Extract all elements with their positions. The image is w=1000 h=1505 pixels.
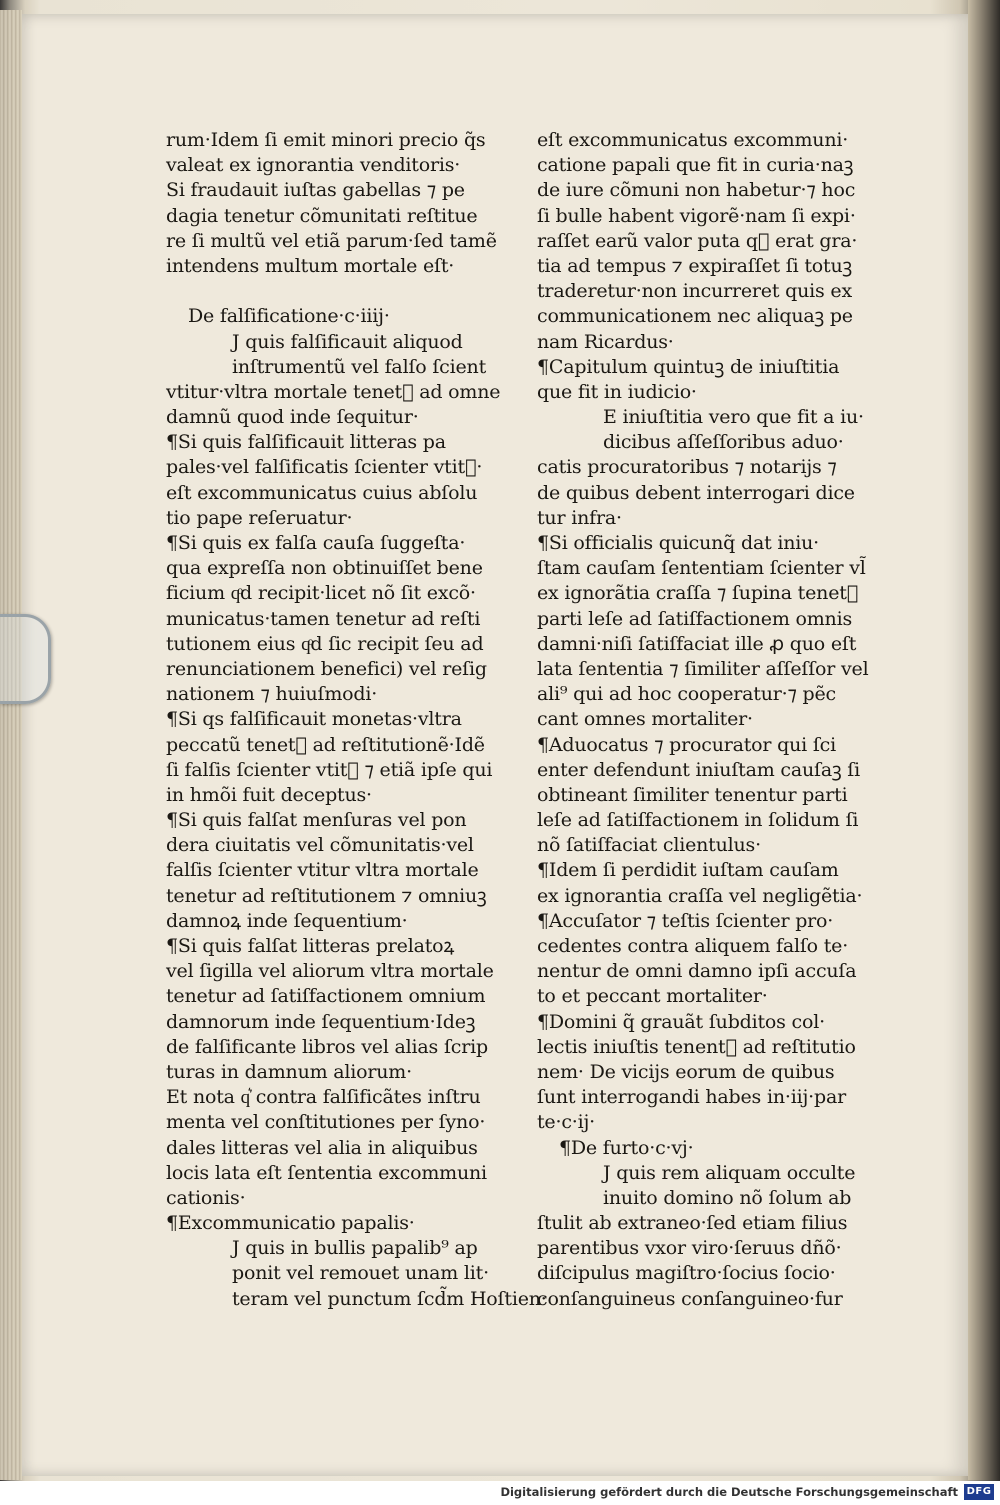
text-line: J quis falſificauit aliquod: [232, 330, 463, 353]
text-line: J quis rem aliquam occulte: [603, 1161, 856, 1184]
text-line: ſi bulle habent vigorẽ·nam ſi expi·: [537, 204, 856, 227]
book-page-edges: [0, 10, 22, 1480]
text-line: eſt excommunicatus cuius abſolu: [166, 481, 478, 504]
text-line: re ſi multũ vel etiã parum·ſed tamẽ: [166, 229, 497, 252]
text-line: damnũ quod inde ſequitur·: [166, 406, 419, 429]
text-line: de quibus debent interrogari dice: [537, 481, 855, 504]
left-text-column: [166, 128, 547, 1312]
text-line: inuito domino nõ ſolum ab: [603, 1186, 852, 1209]
text-line: ex ignorantia craſſa vel negligẽtia·: [537, 884, 863, 907]
text-line: ſtam cauſam ſententiam ſcienter vl̃: [537, 557, 866, 580]
text-line: ¶Si quis falſat litteras prelatoꝝ: [166, 935, 455, 957]
text-line: ¶Idem ſi perdidit iuſtam cauſam: [537, 859, 839, 882]
text-line: conſanguineus conſanguineo·fur: [537, 1287, 843, 1310]
text-line: traderetur·non incurreret quis ex: [537, 280, 852, 303]
text-line: ¶Si quis falſat menſuras vel pon: [166, 809, 467, 832]
text-line: lectis iniuſtis tenent᷑ ad reſtitutio: [537, 1035, 856, 1058]
text-line: municatus·tamen tenetur ad reſti: [166, 607, 481, 630]
text-line: tur infra·: [537, 506, 622, 529]
text-line: communicationem nec aliquaꝫ pe: [537, 305, 853, 328]
text-line: ex ignorãtia craſſa ⁊ ſupina tenet᷑: [537, 582, 859, 605]
text-line: ¶Si quis ex falſa cauſa ſuggeſta·: [166, 532, 466, 554]
text-line: ¶Excommunicatio papalis·: [166, 1212, 415, 1235]
text-line: lata ſententia ⁊ ſimiliter aſſeſſor vel: [537, 657, 869, 680]
text-line: raſſet earũ valor puta q᷑ erat gra·: [537, 229, 858, 252]
text-line: dera ciuitatis vel cõmunitatis·vel: [166, 834, 474, 857]
book-gutter-shadow: [968, 0, 1000, 1480]
text-line: ¶Aduocatus ⁊ procurator qui ſci: [537, 733, 836, 756]
text-line: cationis·: [166, 1186, 246, 1209]
text-line: obtineant ſimiliter tenentur parti: [537, 783, 848, 806]
text-line: locis lata eſt ſententia excommuni: [166, 1161, 487, 1184]
footer-bar: [0, 1481, 1000, 1505]
text-line: turas in damnum aliorum·: [166, 1060, 412, 1083]
text-line: menta vel conſtitutiones per ſyno·: [166, 1111, 486, 1134]
funding-credit: Digitalisierung gefördert durch die Deutsche Forschungsgemeinschaft: [500, 1485, 958, 1499]
text-line: nem· De vicijs eorum de quibus: [537, 1060, 835, 1083]
text-line: teram vel punctum ſcd̃m Hoſtien·: [232, 1287, 547, 1310]
text-line: eſt excommunicatus excommuni·: [537, 129, 849, 151]
text-line: dagia tenetur cõmunitati reſtitue: [166, 204, 478, 227]
text-line: E iniuſtitia vero que fit a iu·: [603, 406, 864, 429]
text-line: in hmõi fuit deceptus·: [166, 783, 372, 806]
text-line: damnoꝝ inde ſequentium·: [166, 909, 408, 932]
text-line: pales·vel falſificatis ſcienter vtit᷑·: [166, 456, 483, 479]
text-line: Si fraudauit iuſtas gabellas ⁊ pe: [166, 179, 465, 202]
text-line: ¶Capitulum quintuꝫ de iniuſtitia: [537, 355, 840, 378]
right-text-column: [537, 128, 867, 1312]
text-line: catione papali que fit in curia·naꝫ: [537, 154, 854, 177]
text-line: nationem ⁊ huiuſmodi·: [166, 683, 378, 706]
text-line: ¶Accuſator ⁊ teſtis ſcienter pro·: [537, 909, 834, 932]
text-line: damnorum inde ſequentium·Ideꝫ: [166, 1010, 476, 1033]
text-line: ¶Si quis falſificauit litteras pa: [166, 431, 446, 454]
text-line: ¶Domini q̃ grauãt ſubditos col·: [537, 1010, 825, 1033]
text-line: parti leſe ad ſatiſfactionem omnis: [537, 607, 853, 630]
text-line: inſtrumentũ vel falſo ſcient: [232, 355, 487, 378]
text-line: dales litteras vel alia in aliquibus: [166, 1136, 478, 1159]
text-line: parentibus vxor viro·ſeruus dñõ·: [537, 1237, 842, 1260]
text-line: ponit vel remouet unam lit·: [232, 1262, 489, 1285]
text-line: nõ ſatiſfaciat clientulus·: [537, 834, 761, 857]
text-line: tenetur ad ſatiſfactionem omnium: [166, 985, 486, 1008]
text-line: vel ſigilla vel aliorum vltra mortale: [166, 960, 494, 983]
text-line: renunciationem benefici) vel reſig: [166, 657, 487, 680]
text-line: cant omnes mortaliter·: [537, 708, 753, 731]
text-line: ficium qͦd recipit·licet nõ ſit excõ·: [166, 582, 476, 605]
text-line: tenetur ad reſtitutionem ⁊ omniuꝫ: [166, 884, 487, 907]
text-line: intendens multum mortale eſt·: [166, 254, 455, 277]
text-line: ſunt interrogandi habes in·iij·par: [537, 1086, 846, 1109]
text-line: cedentes contra aliquem falſo te·: [537, 935, 849, 957]
text-line: falſis ſcienter vtitur vltra mortale: [166, 859, 479, 882]
text-line: De falſificatione·c·iiij·: [188, 305, 390, 328]
dfg-logo-icon: DFG: [964, 1484, 994, 1500]
text-line: ſtulit ab extraneo·ſed etiam filius: [537, 1212, 848, 1235]
text-line: leſe ad ſatiſfactionem in ſolidum ſi: [537, 809, 859, 832]
text-line: J quis in bullis papalib⁹ ap: [232, 1237, 478, 1260]
text-line: te·c·ij·: [537, 1111, 596, 1134]
text-line: tutionem eius qͦd ſic recipit ſeu ad: [166, 632, 484, 655]
text-line: rum·Idem ſi emit minori precio q̃s: [166, 129, 486, 151]
text-line: ¶Si qs falſificauit monetas·vltra: [166, 708, 462, 731]
text-line: peccatũ tenet᷑ ad reſtitutionẽ·Idẽ: [166, 733, 485, 756]
text-line: [166, 279, 494, 304]
text-line: catis procuratoribus ⁊ notarijs ⁊: [537, 456, 837, 479]
text-line: ¶Si officialis quicunq̃ dat iniu·: [537, 532, 820, 554]
text-line: vtitur·vltra mortale tenet᷑ ad omne: [166, 380, 501, 403]
text-line: qua expreſſa non obtinuiſſet bene: [166, 557, 483, 580]
text-line: dicibus aſſeſſoribus aduo·: [603, 431, 844, 454]
page-clip: [0, 614, 51, 704]
text-line: valeat ex ignorantia venditoris·: [166, 154, 461, 177]
text-line: ſi falſis ſcienter vtit᷑ ⁊ etiã ipſe qui: [166, 758, 493, 781]
text-line: ¶De furto·c·vj·: [559, 1136, 694, 1159]
text-line: enter defendunt iniuſtam cauſaꝫ ſi: [537, 758, 861, 781]
text-line: damni·niſi ſatiſfaciat ille ꝓ quo eſt: [537, 632, 857, 655]
text-line: nam Ricardus·: [537, 330, 674, 353]
text-line: tio pape reſeruatur·: [166, 506, 353, 529]
text-line: diſcipulus magiſtro·ſocius ſocio·: [537, 1262, 836, 1285]
text-line: de falſificante libros vel alias ſcrip: [166, 1035, 488, 1058]
text-line: que fit in iudicio·: [537, 380, 697, 403]
text-line: to et peccant mortaliter·: [537, 985, 768, 1008]
text-line: de iure cõmuni non habetur·⁊ hoc: [537, 179, 856, 202]
text-line: tia ad tempus ⁊ expiraſſet ſi totuꝫ: [537, 254, 852, 277]
text-line: Et nota q͛ contra falſificãtes inſtru: [166, 1086, 481, 1109]
text-line: nentur de omni damno ipſi accuſa: [537, 960, 857, 983]
text-line: ali⁹ qui ad hoc cooperatur·⁊ pẽc: [537, 683, 837, 706]
